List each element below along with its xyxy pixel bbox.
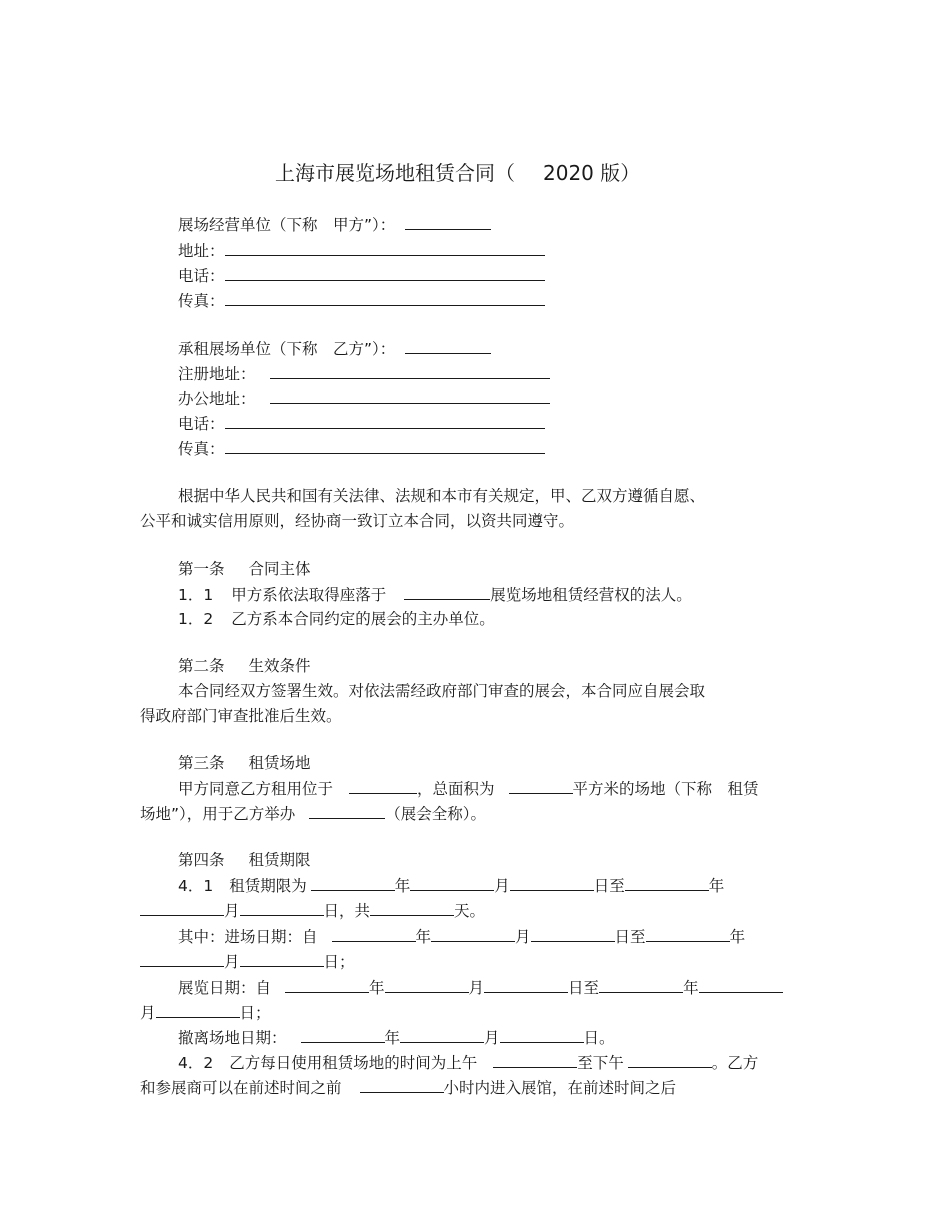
- exhibit-end-year-blank: [599, 976, 683, 993]
- month-unit: 月: [224, 953, 240, 971]
- exhibit-date-label: 展览日期：自: [178, 979, 272, 997]
- party-a-heading-line: [178, 213, 491, 235]
- article-3-heading: [178, 752, 311, 774]
- exhibit-start-day-blank: [484, 976, 568, 993]
- article-3-text-d: 场地”），用于乙方举办: [140, 805, 296, 823]
- party-b-reg-address-label: 注册地址：: [178, 365, 256, 383]
- entry-start-month-blank: [431, 925, 515, 942]
- article-3-num: 第三条: [178, 754, 225, 772]
- title-main: 上海市展览场地租赁合同（: [275, 161, 515, 185]
- entry-start-year-blank: [332, 925, 416, 942]
- entry-end-month-blank: [140, 950, 224, 967]
- year-unit: 年: [394, 877, 411, 895]
- party-a-heading: 展场经营单位（下称 甲方”）：: [178, 216, 396, 234]
- party-b-office-address-line: [178, 387, 550, 409]
- party-a-phone-line: [178, 264, 545, 286]
- article-3-text-a: 甲方同意乙方租用位于: [178, 780, 334, 798]
- article-3-line-1: [178, 777, 759, 799]
- clause-1-1-text-post: 展览场地租赁经营权的法人。: [490, 586, 692, 604]
- party-a-phone-label: 电话：: [178, 267, 225, 285]
- clause-4-2-text-c: 。乙方: [711, 1054, 759, 1072]
- party-b-name-blank: [405, 337, 491, 354]
- article-4-heading: [178, 849, 311, 871]
- lease-start-month-blank: [410, 874, 494, 891]
- article-3-event-name-blank: [309, 802, 385, 819]
- clause-4-2-text-a: 乙方每日使用租赁场地的时间为上午: [229, 1054, 478, 1072]
- year-unit: 年: [384, 1029, 401, 1047]
- morning-time-blank: [493, 1051, 577, 1068]
- article-2-line-1: 本合同经双方签署生效。对依法需经政府部门审查的展会，本合同应自展会取: [178, 682, 706, 700]
- party-b-fax-line: [178, 437, 545, 459]
- article-3-title: 租赁场地: [248, 754, 311, 772]
- article-1-title: 合同主体: [248, 560, 311, 578]
- month-unit: 月: [224, 902, 240, 920]
- article-3-text-e: （展会全称）。: [385, 805, 487, 823]
- clause-4-2-num: 4．2: [178, 1054, 214, 1072]
- clause-4-2-text-e: 小时内进入展馆，在前述时间之后: [443, 1079, 677, 1097]
- lease-days-blank: [370, 899, 454, 916]
- day-end-unit: 日。: [583, 1029, 615, 1047]
- page-title: [275, 160, 640, 186]
- lease-start-year-blank: [311, 874, 395, 891]
- exhibit-date-line-1: [178, 976, 783, 998]
- exhibit-start-year-blank: [285, 976, 369, 993]
- year-unit: 年: [729, 928, 746, 946]
- lease-start-day-blank: [510, 874, 594, 891]
- preamble-line-2: 公平和诚实信用原则，经协商一致订立本合同，以资共同遵守。: [140, 512, 575, 530]
- entry-date-line-1: [178, 925, 745, 947]
- withdraw-year-blank: [301, 1026, 385, 1043]
- article-3-area-blank: [509, 777, 573, 794]
- day-semi-unit: 日；: [323, 953, 355, 971]
- clause-1-2: [178, 608, 495, 630]
- party-a-phone-blank: [225, 264, 545, 281]
- withdraw-date-label: 撤离场地日期：: [178, 1029, 287, 1047]
- lease-end-day-blank: [240, 899, 324, 916]
- clause-1-1-text-pre: 甲方系依法取得座落于: [231, 586, 387, 604]
- party-b-phone-label: 电话：: [178, 415, 225, 433]
- party-b-fax-blank: [225, 437, 545, 454]
- party-a-address-blank: [225, 239, 545, 256]
- day-total-unit: 日，共: [323, 902, 371, 920]
- exhibit-date-line-2: [140, 1001, 271, 1023]
- entry-start-day-blank: [531, 925, 615, 942]
- withdraw-month-blank: [400, 1026, 484, 1043]
- to-unit: 日至: [614, 928, 646, 946]
- month-unit: 月: [468, 979, 485, 997]
- day-semi-unit: 日；: [239, 1004, 271, 1022]
- party-b-phone-blank: [225, 412, 545, 429]
- month-unit: 月: [140, 1004, 156, 1022]
- entry-date-label: 其中：进场日期：自: [178, 928, 318, 946]
- party-b-reg-address-blank: [270, 362, 550, 379]
- withdraw-date-line: [178, 1026, 615, 1048]
- year-unit: 年: [369, 979, 385, 997]
- article-3-text-c: 平方米的场地（下称 租赁: [572, 780, 759, 798]
- party-a-fax-blank: [225, 289, 545, 306]
- party-b-heading: 承租展场单位（下称 乙方”）：: [178, 340, 396, 358]
- article-1-heading: [178, 558, 311, 580]
- withdraw-day-blank: [500, 1026, 584, 1043]
- article-1-num: 第一条: [178, 560, 225, 578]
- clause-4-2-line-2: [140, 1076, 676, 1098]
- preamble-line-1: 根据中华人民共和国有关法律、法规和本市有关规定，甲、乙双方遵循自愿、: [178, 487, 706, 505]
- article-2-num: 第二条: [178, 657, 225, 675]
- to-unit: 日至: [593, 877, 625, 895]
- month-unit: 月: [484, 1029, 500, 1047]
- article-2-title: 生效条件: [248, 657, 311, 675]
- party-b-reg-address-line: [178, 362, 550, 384]
- clause-4-2-line-1: [178, 1051, 758, 1073]
- lease-term-label: 租赁期限为: [229, 877, 307, 895]
- article-4-title: 租赁期限: [248, 851, 311, 869]
- article-2-heading: [178, 655, 311, 677]
- month-unit: 月: [515, 928, 531, 946]
- clause-4-1-line-2: [140, 899, 485, 921]
- year-unit: 年: [415, 928, 432, 946]
- party-b-fax-label: 传真：: [178, 440, 225, 458]
- clause-1-1: [178, 583, 692, 605]
- days-unit: 天。: [454, 902, 486, 920]
- party-a-name-blank: [405, 213, 491, 230]
- clause-1-2-text: 乙方系本合同约定的展会的主办单位。: [231, 610, 495, 628]
- article-3-text-b: ，总面积为: [417, 780, 495, 798]
- to-unit: 日至: [568, 979, 600, 997]
- clause-1-1-location-blank: [404, 583, 490, 600]
- party-a-address-label: 地址：: [178, 242, 225, 260]
- lease-end-month-blank: [140, 899, 224, 916]
- afternoon-time-blank: [628, 1051, 712, 1068]
- party-b-phone-line: [178, 412, 545, 434]
- year-unit: 年: [708, 877, 725, 895]
- article-3-line-2: [140, 802, 486, 824]
- clause-4-2-text-d: 和参展商可以在前述时间之前: [140, 1079, 342, 1097]
- early-entry-hours-blank: [360, 1076, 444, 1093]
- exhibit-end-day-blank: [156, 1001, 240, 1018]
- article-3-location-blank: [349, 777, 417, 794]
- clause-4-1-num: 4．1: [178, 877, 214, 895]
- clause-1-1-num: 1．1: [178, 586, 214, 604]
- article-4-num: 第四条: [178, 851, 225, 869]
- party-b-office-address-label: 办公地址：: [178, 390, 256, 408]
- exhibit-start-month-blank: [385, 976, 469, 993]
- year-unit: 年: [683, 979, 699, 997]
- clause-4-1-line-1: [178, 874, 724, 896]
- clause-4-2-text-b: 至下午: [577, 1054, 624, 1072]
- title-edition: 2020 版）: [543, 161, 641, 185]
- lease-end-year-blank: [625, 874, 709, 891]
- clause-1-2-num: 1．2: [178, 610, 214, 628]
- entry-end-day-blank: [240, 950, 324, 967]
- party-b-heading-line: [178, 337, 491, 359]
- month-unit: 月: [494, 877, 510, 895]
- entry-end-year-blank: [646, 925, 730, 942]
- entry-date-line-2: [140, 950, 355, 972]
- article-2-line-2: 得政府部门审查批准后生效。: [140, 707, 342, 725]
- party-a-address-line: [178, 239, 545, 261]
- exhibit-end-month-blank: [699, 976, 783, 993]
- party-a-fax-line: [178, 289, 545, 311]
- party-b-office-address-blank: [270, 387, 550, 404]
- party-a-fax-label: 传真：: [178, 292, 225, 310]
